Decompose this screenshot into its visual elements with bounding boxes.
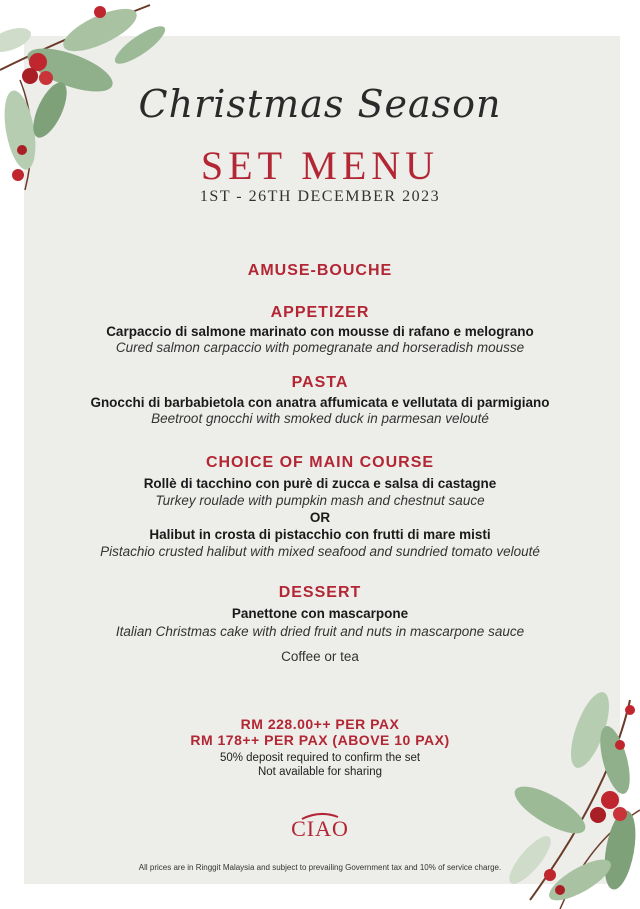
pasta-italian: Gnocchi di barbabietola con anatra affumicata e vellutata di parmigiano <box>90 395 550 410</box>
section-heading-dessert: DESSERT <box>278 584 362 601</box>
footer-disclaimer: All prices are in Ringgit Malaysia and subject to prevailing Government tax and 10% of service charge. <box>138 863 502 872</box>
dessert-italian: Panettone con mascarpone <box>231 606 409 621</box>
sharing-note: Not available for sharing <box>257 766 382 778</box>
appetizer-english: Cured salmon carpaccio with pomegranate and horseradish mousse <box>115 340 525 355</box>
section-heading-appetizer: APPETIZER <box>270 304 370 321</box>
coffee-or-tea: Coffee or tea <box>281 649 359 664</box>
page-title: SET MENU <box>200 143 440 188</box>
main-option-2-italian: Halibut in crosta di pistacchio con frutti di mare misti <box>149 527 491 542</box>
section-heading-main-course: CHOICE OF MAIN COURSE <box>205 454 435 471</box>
price-per-pax: RM 228.00++ PER PAX <box>240 716 400 732</box>
main-option-2-english: Pistachio crusted halibut with mixed seafood and sundried tomato velouté <box>100 544 540 559</box>
dessert-english: Italian Christmas cake with dried fruit and nuts in mascarpone sauce <box>115 624 525 639</box>
price-group: RM 178++ PER PAX (ABOVE 10 PAX) <box>190 732 450 748</box>
logo-text: CIAO <box>291 816 349 841</box>
section-heading-amuse-bouche: AMUSE-BOUCHE <box>247 262 393 279</box>
deposit-note: 50% deposit required to confirm the set <box>219 752 421 764</box>
appetizer-italian: Carpaccio di salmone marinato con mousse di rafano e melograno <box>106 324 534 339</box>
main-option-1-italian: Rollè di tacchino con purè di zucca e salsa di castagne <box>143 476 497 491</box>
main-option-1-english: Turkey roulade with pumpkin mash and chestnut sauce <box>155 493 485 508</box>
date-range: 1ST - 26TH DECEMBER 2023 <box>199 188 441 205</box>
script-title: Christmas Season <box>138 82 502 126</box>
ciao-logo <box>0 812 640 842</box>
main-or-divider: OR <box>309 510 331 525</box>
section-heading-pasta: PASTA <box>291 374 349 391</box>
pasta-english: Beetroot gnocchi with smoked duck in parmesan velouté <box>151 411 489 426</box>
